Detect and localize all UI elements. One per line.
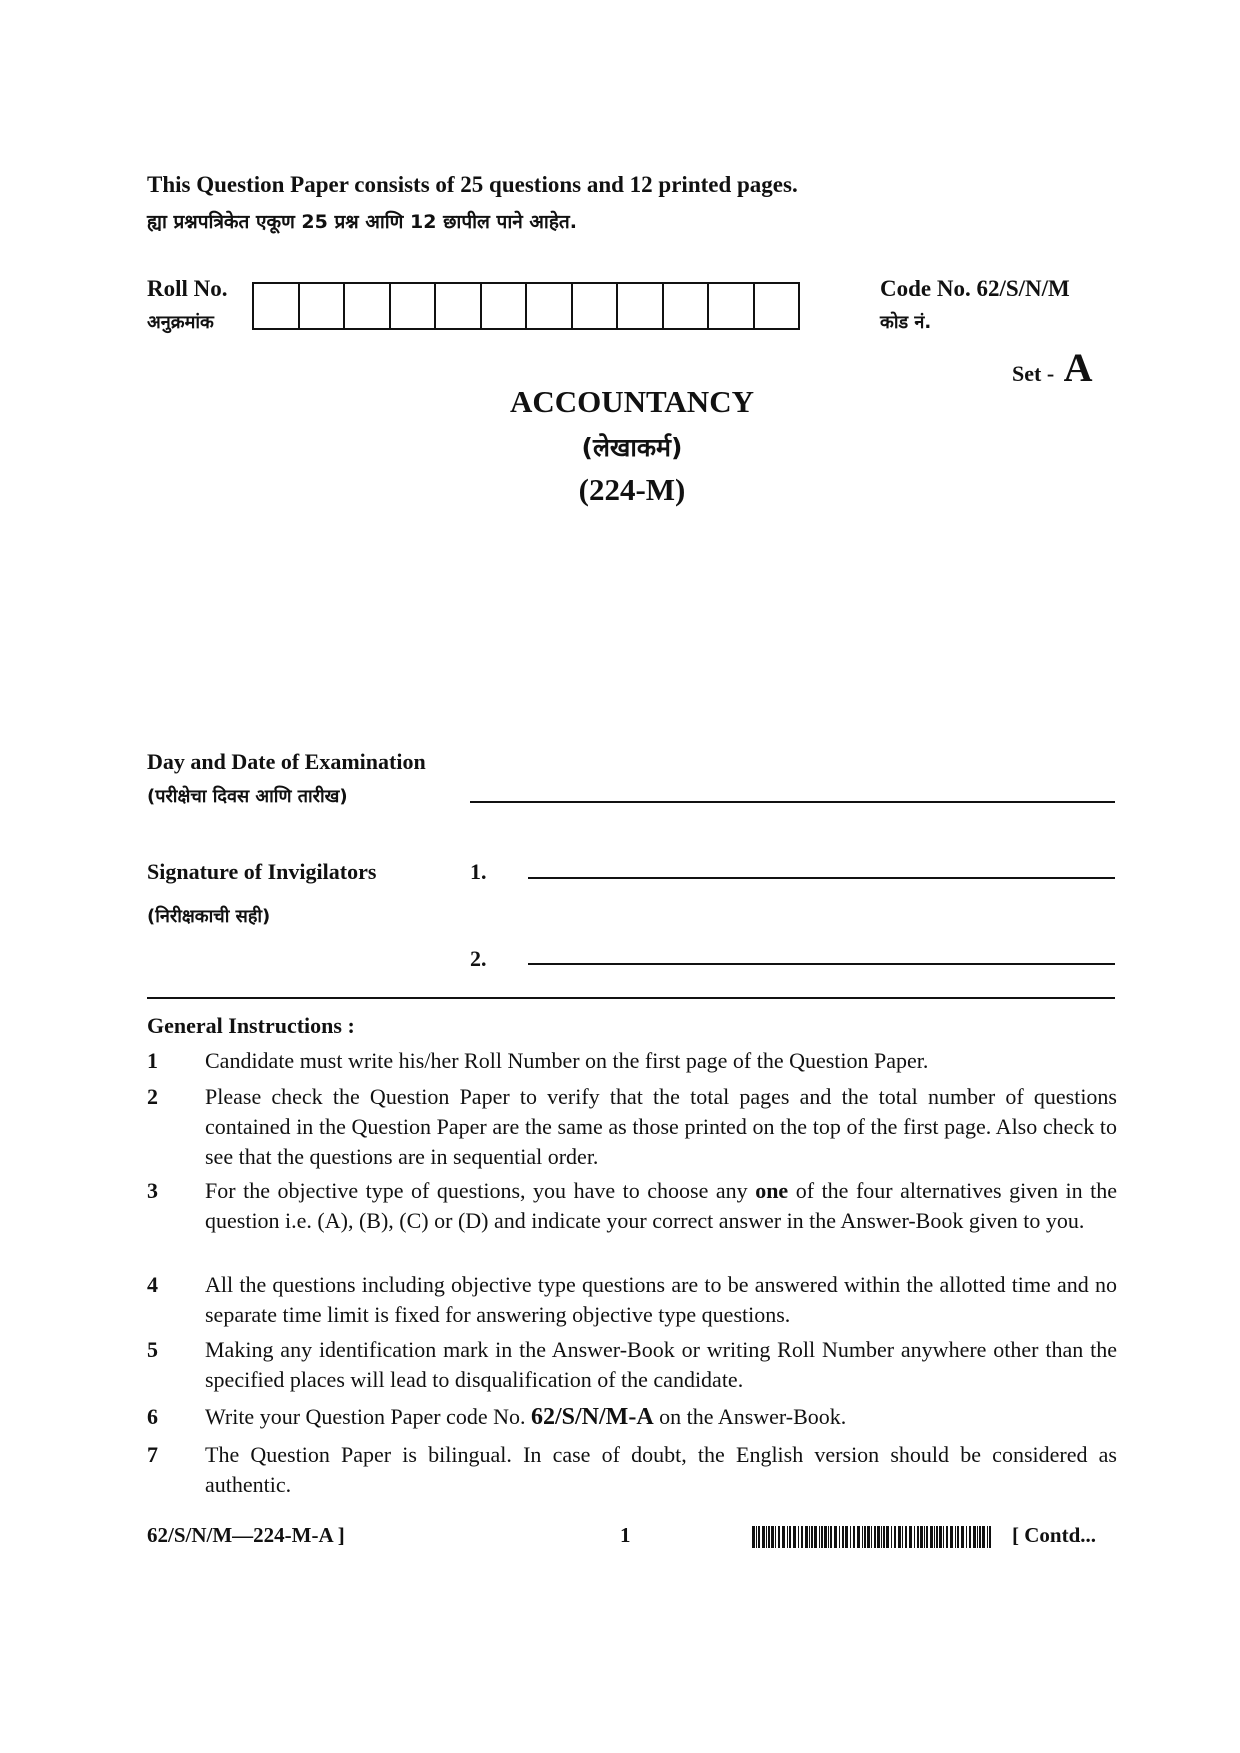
header-line-english: This Question Paper consists of 25 questions and 12 printed pages. bbox=[147, 172, 798, 197]
roll-number-box[interactable] bbox=[482, 284, 528, 328]
page-number: 1 bbox=[620, 1523, 631, 1547]
exam-date-label: Day and Date of Examination bbox=[147, 749, 426, 774]
instruction-text-pre: For the objective type of questions, you have to choose any bbox=[205, 1178, 756, 1203]
roll-number-box[interactable] bbox=[755, 284, 799, 328]
invigilator-number-1: 1. bbox=[470, 859, 487, 884]
exam-date-line[interactable] bbox=[470, 801, 1115, 803]
subject-code: (224-M) bbox=[578, 472, 686, 507]
invigilators-label-marathi: (निरीक्षकाची सही) bbox=[147, 906, 271, 927]
instruction-text: All the questions including objective type questions are to be answered within the allotted time and no separate time limit is fixed for answering objective type questions. bbox=[205, 1272, 1117, 1327]
subject-title: ACCOUNTANCY bbox=[510, 384, 754, 419]
barcode bbox=[752, 1526, 992, 1548]
instruction-text: Making any identification mark in the Answer-Book or writing Roll Number anywhere other than the specified places will lead to disqualification of the candidate. bbox=[205, 1337, 1117, 1392]
instruction-number: 5 bbox=[147, 1337, 158, 1362]
code-label-marathi: कोड नं. bbox=[880, 312, 932, 333]
subject-title-marathi: (लेखाकर्म) bbox=[581, 433, 683, 462]
section-divider bbox=[147, 997, 1115, 999]
instruction-text bbox=[205, 1176, 1117, 1236]
instruction-text-pre: Write your Question Paper code No. bbox=[205, 1404, 531, 1429]
code-number-label: Code No. 62/S/N/M bbox=[880, 276, 1070, 301]
instruction-number: 6 bbox=[147, 1404, 158, 1429]
instruction-text-post: on the Answer-Book. bbox=[653, 1404, 847, 1429]
invigilator-signature-line-1[interactable] bbox=[528, 877, 1115, 879]
instructions-heading: General Instructions : bbox=[147, 1013, 355, 1038]
roll-label-english: Roll No. bbox=[147, 276, 228, 301]
invigilator-signature-line-2[interactable] bbox=[528, 963, 1115, 965]
instruction-number: 3 bbox=[147, 1178, 158, 1203]
invigilators-label: Signature of Invigilators bbox=[147, 859, 377, 884]
roll-label-marathi: अनुक्रमांक bbox=[147, 312, 214, 333]
roll-number-box[interactable] bbox=[254, 284, 300, 328]
footer-paper-code: 62/S/N/M—224-M-A ] bbox=[147, 1523, 345, 1547]
roll-number-box[interactable] bbox=[436, 284, 482, 328]
invigilator-number-2: 2. bbox=[470, 946, 487, 971]
exam-date-label-marathi: (परीक्षेचा दिवस आणि तारीख) bbox=[147, 786, 348, 807]
roll-number-box[interactable] bbox=[345, 284, 391, 328]
roll-number-box[interactable] bbox=[573, 284, 619, 328]
set-value: A bbox=[1063, 345, 1093, 390]
instruction-number: 2 bbox=[147, 1084, 158, 1109]
instruction-text: Please check the Question Paper to verify that the total pages and the total number of questions contained in the Question Paper are the same as those printed on the top of the first page. Also check to see that the questions are in sequential order. bbox=[205, 1084, 1117, 1169]
roll-number-box[interactable] bbox=[618, 284, 664, 328]
instruction-number: 4 bbox=[147, 1272, 158, 1297]
instruction-text: Candidate must write his/her Roll Number on the first page of the Question Paper. bbox=[205, 1048, 929, 1073]
instruction-number: 1 bbox=[147, 1048, 158, 1073]
roll-number-boxes[interactable] bbox=[252, 282, 800, 330]
instruction-text bbox=[205, 1402, 1117, 1432]
roll-number-box[interactable] bbox=[709, 284, 755, 328]
roll-number-box[interactable] bbox=[527, 284, 573, 328]
footer-contd: [ Contd... bbox=[1012, 1523, 1097, 1547]
header-line-marathi: ह्या प्रश्नपत्रिकेत एकूण 25 प्रश्न आणि 12 छापील पाने आहेत. bbox=[147, 211, 577, 233]
instruction-text: The Question Paper is bilingual. In case of doubt, the English version should be considered as authentic. bbox=[205, 1442, 1117, 1497]
roll-number-box[interactable] bbox=[391, 284, 437, 328]
roll-number-box[interactable] bbox=[300, 284, 346, 328]
roll-number-box[interactable] bbox=[664, 284, 710, 328]
answer-book-code: 62/S/N/M-A bbox=[530, 1404, 654, 1430]
instruction-text-post: of the four alternatives given in the question i.e. (A), (B), (C) or (D) and indicate your correct answer in the Answer-Book given to you. bbox=[205, 1178, 1117, 1233]
instruction-number: 7 bbox=[147, 1442, 158, 1467]
set-label-text: Set - bbox=[1012, 361, 1055, 386]
instruction-text-emphasis: one bbox=[755, 1178, 789, 1203]
